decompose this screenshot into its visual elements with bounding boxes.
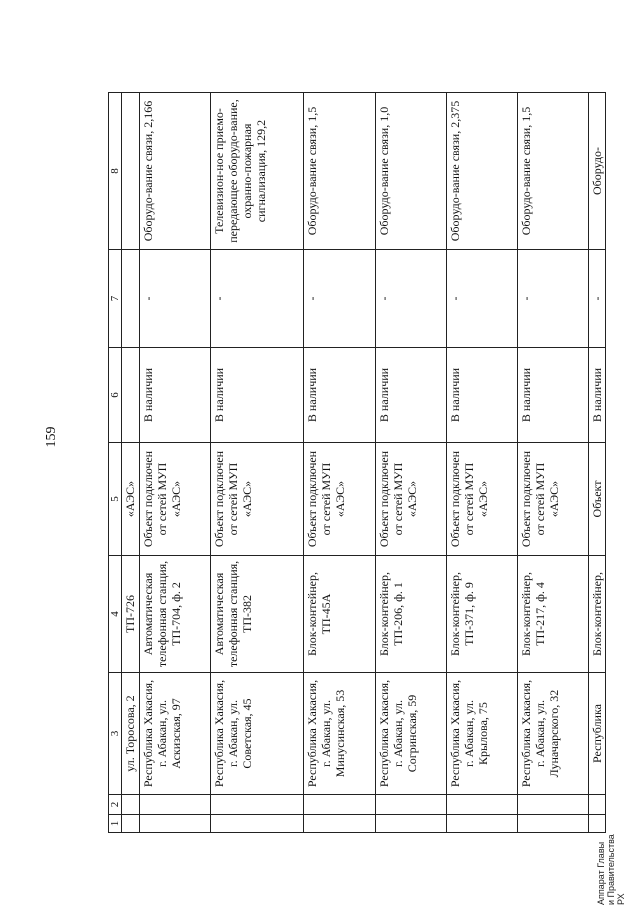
table-row	[446, 93, 517, 833]
table-row	[122, 93, 140, 833]
cell-object: Автоматическая телефонная станция, ТП-382	[211, 556, 304, 673]
header-row	[109, 93, 122, 833]
cell-col7: -	[446, 250, 517, 348]
col-header-6: 6	[109, 348, 122, 443]
cell-col2	[122, 795, 140, 815]
cell-col2	[517, 795, 588, 815]
cell-address: Республика Хакасия, г. Абакан, ул. Аскизская, 97	[140, 673, 211, 795]
col-header-8: 8	[109, 93, 122, 250]
cell-col7: -	[211, 250, 304, 348]
cell-address: Республика Хакасия, г. Абакан, ул. Советская, 45	[211, 673, 304, 795]
cell-equipment: Оборудо-вание связи, 2,166	[140, 93, 211, 250]
cell-object: ТП-726	[122, 556, 140, 673]
cell-connection: Объект подключен от сетей МУП «АЭС»	[211, 443, 304, 556]
cell-availability: В наличии	[140, 348, 211, 443]
sidebar-caption	[596, 825, 626, 905]
cell-col1	[375, 815, 446, 833]
col-header-4: 4	[109, 556, 122, 673]
table-row	[304, 93, 375, 833]
cell-address: Республика Хакасия, г. Абакан, ул. Крылова, 75	[446, 673, 517, 795]
cell-connection: Объект подключен от сетей МУП «АЭС»	[140, 443, 211, 556]
cell-col7: -	[589, 250, 606, 348]
cell-col1	[140, 815, 211, 833]
table-row	[589, 93, 606, 833]
cell-col1	[446, 815, 517, 833]
cell-connection: Объект подключен от сетей МУП «АЭС»	[517, 443, 588, 556]
cell-connection: Объект подключен от сетей МУП «АЭС»	[304, 443, 375, 556]
cell-connection: Объект подключен от сетей МУП «АЭС»	[375, 443, 446, 556]
table-row	[375, 93, 446, 833]
cell-equipment: Оборудо-вание связи, 1,5	[517, 93, 588, 250]
cell-col7: -	[517, 250, 588, 348]
cell-equipment: Оборудо-	[589, 93, 606, 250]
cell-col2	[589, 795, 606, 815]
cell-col2	[211, 795, 304, 815]
cell-equipment: Оборудо-вание связи, 1,5	[304, 93, 375, 250]
table-row	[211, 93, 304, 833]
cell-connection: Объект	[589, 443, 606, 556]
cell-availability	[122, 348, 140, 443]
cell-col2	[375, 795, 446, 815]
cell-availability: В наличии	[211, 348, 304, 443]
cell-availability: В наличии	[446, 348, 517, 443]
property-table	[108, 93, 606, 833]
cell-equipment: Оборудо-вание связи, 2,375	[446, 93, 517, 250]
cell-col2	[446, 795, 517, 815]
cell-col1	[122, 815, 140, 833]
cell-object: Блок-контейнер, ТП-45А	[304, 556, 375, 673]
col-header-2: 2	[109, 795, 122, 815]
cell-availability: В наличии	[517, 348, 588, 443]
cell-equipment: Оборудо-вание связи, 1,0	[375, 93, 446, 250]
cell-object: Блок-контейнер, ТП-371, ф. 9	[446, 556, 517, 673]
cell-col2	[140, 795, 211, 815]
cell-availability: В наличии	[375, 348, 446, 443]
cell-connection: Объект подключен от сетей МУП «АЭС»	[446, 443, 517, 556]
cell-object: Блок-контейнер,	[589, 556, 606, 673]
cell-col1	[517, 815, 588, 833]
cell-address: Республика Хакасия, г. Абакан, ул. Согринская, 59	[375, 673, 446, 795]
cell-col7: -	[140, 250, 211, 348]
cell-availability: В наличии	[304, 348, 375, 443]
cell-equipment	[122, 93, 140, 250]
cell-object: Блок-контейнер, ТП-217, ф. 4	[517, 556, 588, 673]
cell-availability: В наличии	[589, 348, 606, 443]
cell-col1	[304, 815, 375, 833]
sidebar-line-2: и Правительства РХ	[606, 834, 626, 905]
cell-address: Республика Хакасия, г. Абакан, ул. Луначарского, 32	[517, 673, 588, 795]
table-row	[140, 93, 211, 833]
col-header-3: 3	[109, 673, 122, 795]
cell-connection: «АЭС»	[122, 443, 140, 556]
page-number: 159	[44, 426, 59, 448]
sidebar-line-1: Аппарат Главы	[596, 841, 606, 905]
cell-address: ул. Торосова, 2	[122, 673, 140, 795]
cell-col7: -	[375, 250, 446, 348]
cell-object: Автоматическая телефонная станция, ТП-704, ф. 2	[140, 556, 211, 673]
col-header-1: 1	[109, 815, 122, 833]
cell-col7: -	[304, 250, 375, 348]
cell-address: Республика	[589, 673, 606, 795]
col-header-7: 7	[109, 250, 122, 348]
cell-col2	[304, 795, 375, 815]
cell-col1	[211, 815, 304, 833]
cell-address: Республика Хакасия, г. Абакан, ул. Минусинская, 53	[304, 673, 375, 795]
cell-object: Блок-контейнер, ТП-206, ф. 1	[375, 556, 446, 673]
cell-col7	[122, 250, 140, 348]
col-header-5: 5	[109, 443, 122, 556]
cell-equipment: Телевизион-ное приемо-передающее оборудо-вание, охранно-пожарная сигнализация, 129,2	[211, 93, 304, 250]
table-row	[517, 93, 588, 833]
